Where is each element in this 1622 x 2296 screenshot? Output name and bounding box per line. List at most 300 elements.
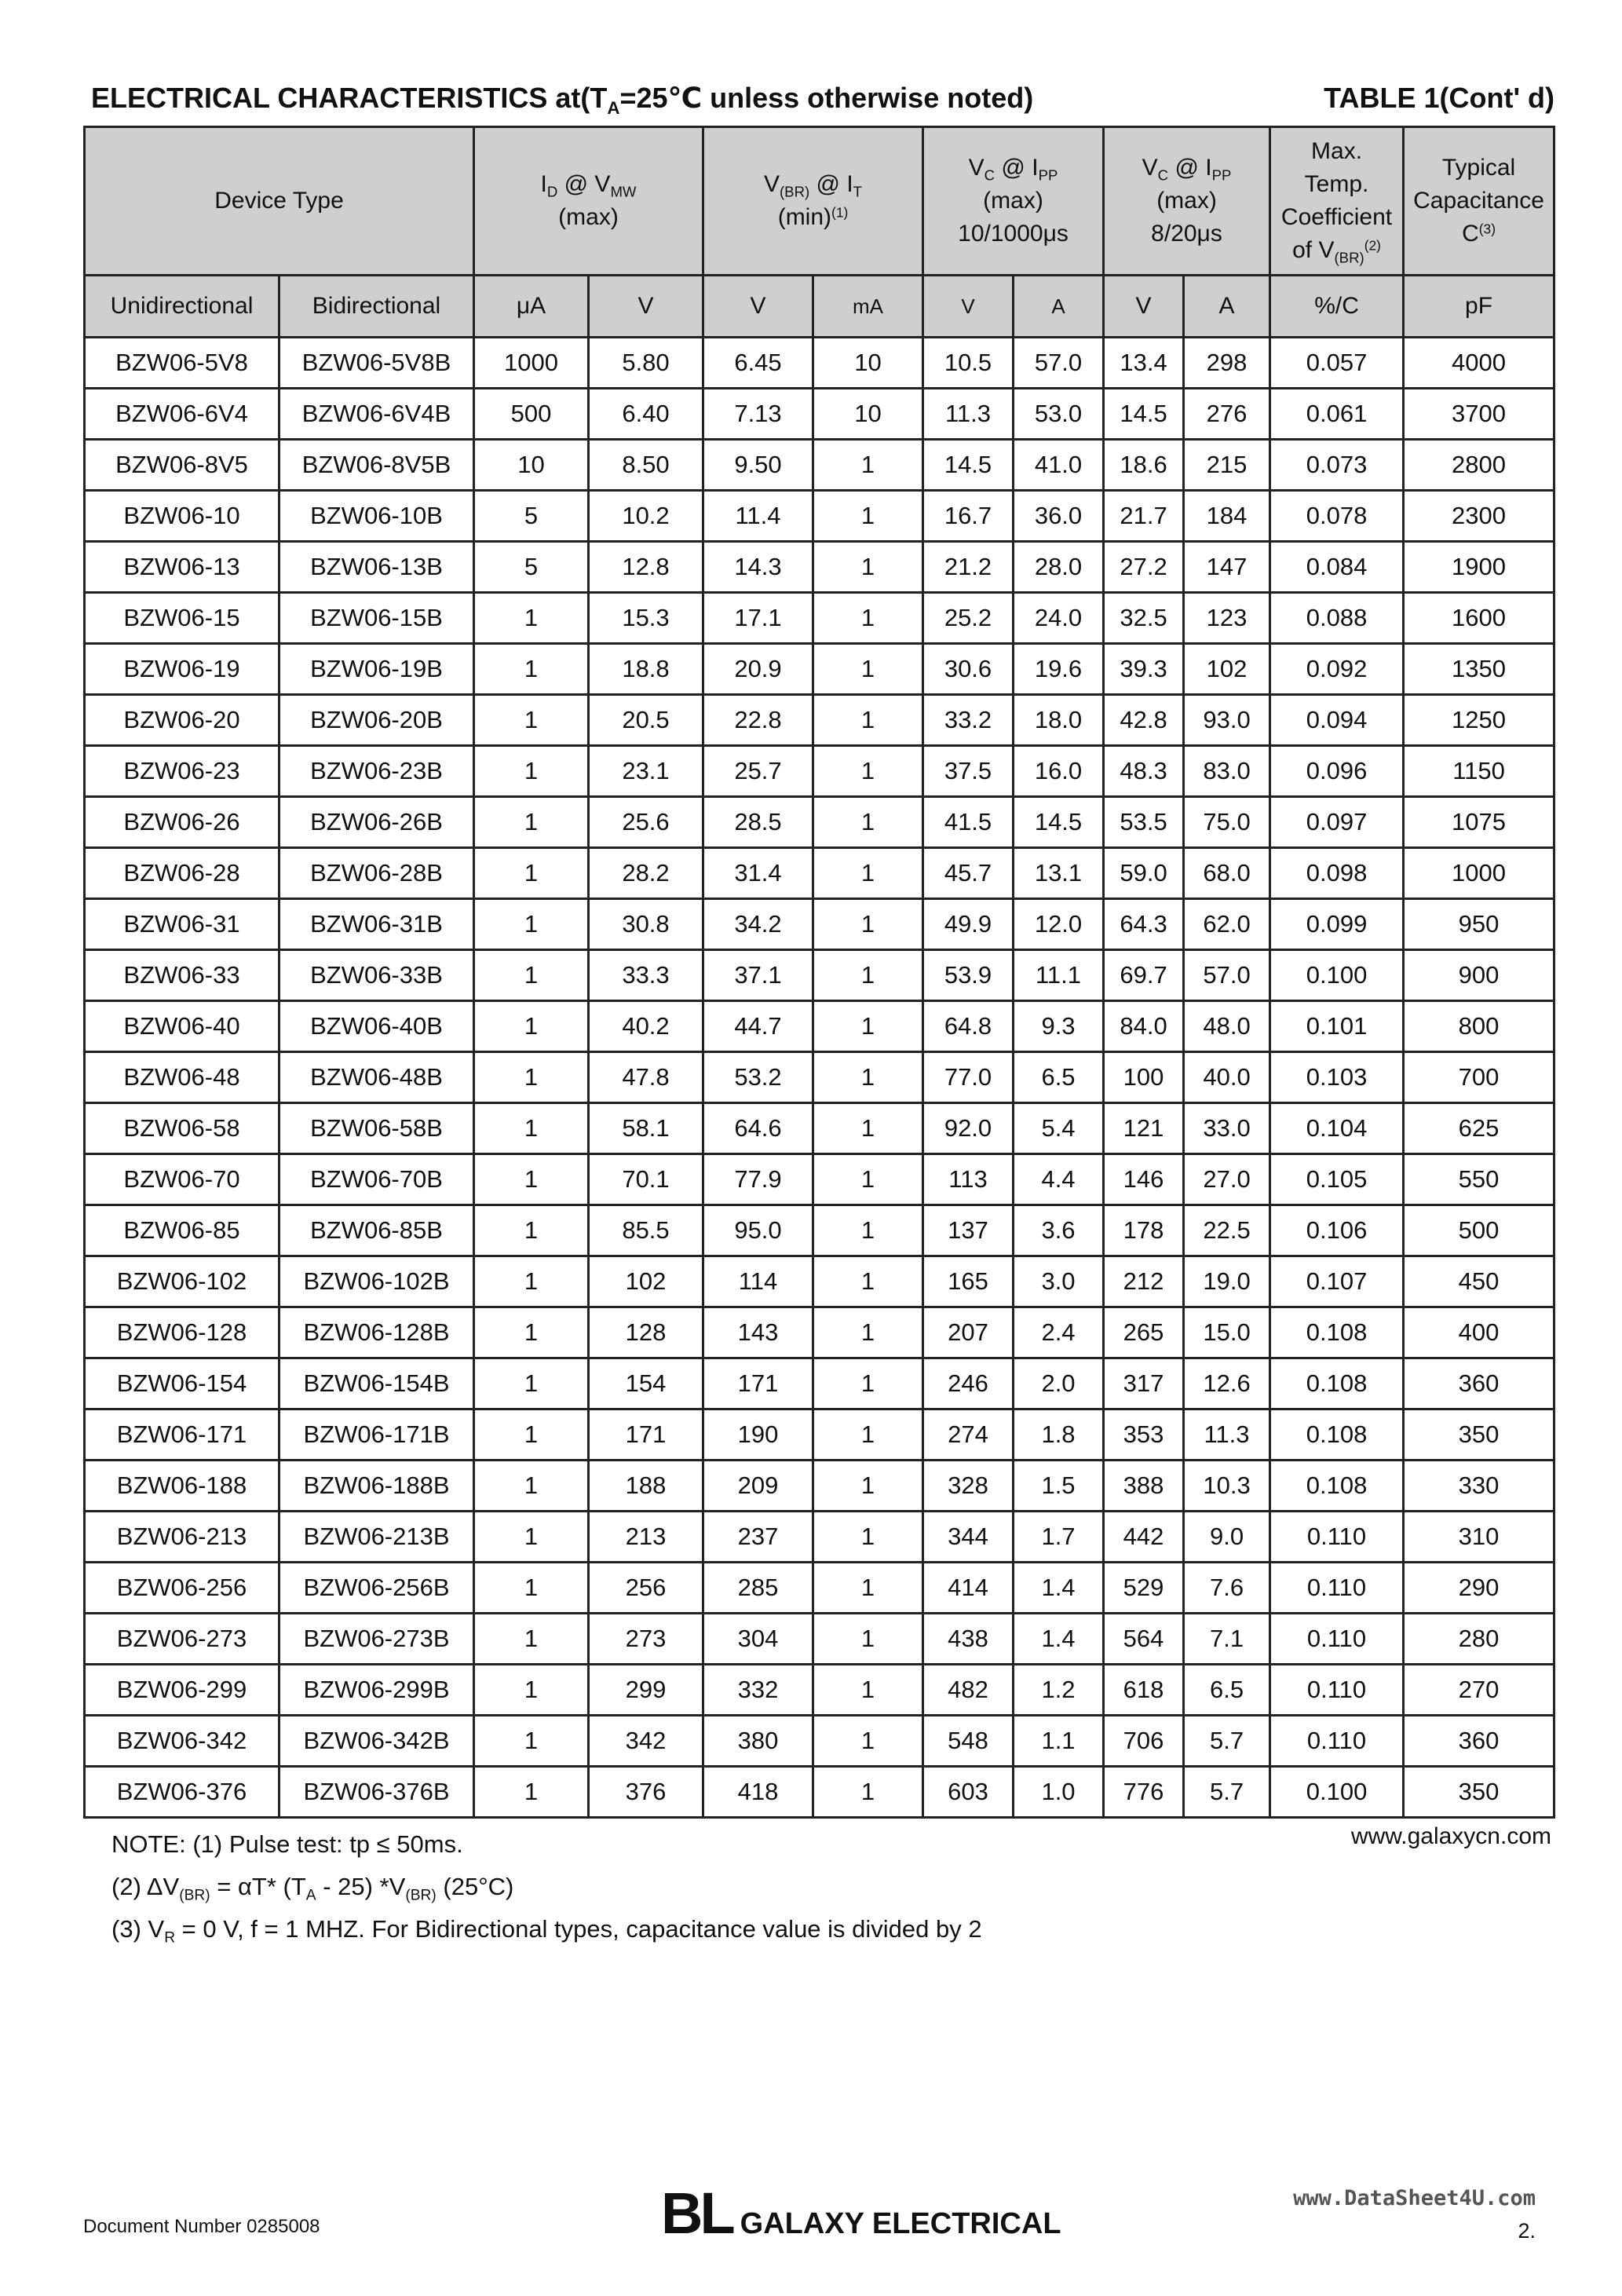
cell-it: 1 (813, 695, 923, 746)
cell-vbr-min: 285 (703, 1563, 813, 1614)
cell-capacitance: 360 (1404, 1716, 1554, 1767)
cell-bi-device: BZW06-33B (279, 950, 474, 1001)
cell-capacitance: 700 (1404, 1052, 1554, 1103)
cell-temp-coeff: 0.078 (1270, 491, 1404, 542)
cell-temp-coeff: 0.094 (1270, 695, 1404, 746)
cell-temp-coeff: 0.100 (1270, 1767, 1404, 1818)
cell-uni-device: BZW06-31 (85, 899, 279, 950)
cell-vmw: 154 (589, 1358, 703, 1409)
cell-temp-coeff: 0.098 (1270, 848, 1404, 899)
cell-capacitance: 1150 (1404, 746, 1554, 797)
logo-bl: BL (661, 2181, 732, 2246)
cell-vc2: 21.7 (1104, 491, 1184, 542)
cell-id-max: 1 (474, 644, 589, 695)
cell-vc2: 14.5 (1104, 389, 1184, 440)
cell-bi-device: BZW06-28B (279, 848, 474, 899)
cell-vmw: 342 (589, 1716, 703, 1767)
cell-uni-device: BZW06-171 (85, 1409, 279, 1461)
cell-vc2: 265 (1104, 1307, 1184, 1358)
table-row (85, 1767, 1554, 1818)
cell-uni-device: BZW06-188 (85, 1461, 279, 1512)
cell-id-max: 1 (474, 1256, 589, 1307)
cell-vmw: 23.1 (589, 746, 703, 797)
cell-ipp1: 1.1 (1014, 1716, 1104, 1767)
cell-vbr-min: 380 (703, 1716, 813, 1767)
cell-vc1: 77.0 (923, 1052, 1014, 1103)
cell-vc1: 64.8 (923, 1001, 1014, 1052)
cell-id-max: 500 (474, 389, 589, 440)
cell-vc1: 45.7 (923, 848, 1014, 899)
cell-ipp2: 298 (1184, 338, 1270, 389)
cell-bi-device: BZW06-23B (279, 746, 474, 797)
cell-id-max: 1 (474, 848, 589, 899)
cell-uni-device: BZW06-342 (85, 1716, 279, 1767)
cell-capacitance: 800 (1404, 1001, 1554, 1052)
cell-ipp1: 3.0 (1014, 1256, 1104, 1307)
cell-id-max: 1000 (474, 338, 589, 389)
cell-vc1: 41.5 (923, 797, 1014, 848)
cell-capacitance: 3700 (1404, 389, 1554, 440)
cell-ipp2: 27.0 (1184, 1154, 1270, 1205)
cell-capacitance: 400 (1404, 1307, 1554, 1358)
cell-uni-device: BZW06-40 (85, 1001, 279, 1052)
cell-ipp1: 1.4 (1014, 1614, 1104, 1665)
page-number: 2. (1518, 2219, 1536, 2243)
cell-temp-coeff: 0.096 (1270, 746, 1404, 797)
cell-ipp1: 28.0 (1014, 542, 1104, 593)
cell-vbr-min: 190 (703, 1409, 813, 1461)
cell-uni-device: BZW06-19 (85, 644, 279, 695)
cell-ipp2: 22.5 (1184, 1205, 1270, 1256)
cell-temp-coeff: 0.073 (1270, 440, 1404, 491)
cell-vc1: 25.2 (923, 593, 1014, 644)
cell-vmw: 20.5 (589, 695, 703, 746)
cell-id-max: 1 (474, 950, 589, 1001)
cell-it: 10 (813, 389, 923, 440)
cell-ipp1: 9.3 (1014, 1001, 1104, 1052)
cell-temp-coeff: 0.108 (1270, 1409, 1404, 1461)
cell-vc1: 92.0 (923, 1103, 1014, 1154)
table-row (85, 1358, 1554, 1409)
cell-id-max: 1 (474, 1409, 589, 1461)
cell-vbr-min: 77.9 (703, 1154, 813, 1205)
cell-ipp2: 68.0 (1184, 848, 1270, 899)
cell-temp-coeff: 0.092 (1270, 644, 1404, 695)
cell-it: 1 (813, 1103, 923, 1154)
cell-temp-coeff: 0.061 (1270, 389, 1404, 440)
cell-id-max: 1 (474, 797, 589, 848)
cell-capacitance: 1900 (1404, 542, 1554, 593)
cell-vbr-min: 114 (703, 1256, 813, 1307)
cell-ipp2: 9.0 (1184, 1512, 1270, 1563)
cell-ipp1: 5.4 (1014, 1103, 1104, 1154)
cell-temp-coeff: 0.103 (1270, 1052, 1404, 1103)
table-row (85, 1409, 1554, 1461)
cell-vbr-min: 31.4 (703, 848, 813, 899)
cell-temp-coeff: 0.110 (1270, 1716, 1404, 1767)
cell-vbr-min: 11.4 (703, 491, 813, 542)
unit-pf: pF (1404, 276, 1554, 338)
cell-vmw: 102 (589, 1256, 703, 1307)
table-row (85, 1205, 1554, 1256)
cell-id-max: 1 (474, 1563, 589, 1614)
cell-vc1: 165 (923, 1256, 1014, 1307)
cell-id-max: 1 (474, 1154, 589, 1205)
cell-it: 1 (813, 1665, 923, 1716)
cell-vmw: 188 (589, 1461, 703, 1512)
cell-bi-device: BZW06-213B (279, 1512, 474, 1563)
cell-uni-device: BZW06-376 (85, 1767, 279, 1818)
cell-uni-device: BZW06-48 (85, 1052, 279, 1103)
cell-vc1: 207 (923, 1307, 1014, 1358)
unit-v: V (703, 276, 813, 338)
cell-capacitance: 1600 (1404, 593, 1554, 644)
cell-vc2: 18.6 (1104, 440, 1184, 491)
cell-ipp1: 14.5 (1014, 797, 1104, 848)
cell-temp-coeff: 0.110 (1270, 1512, 1404, 1563)
cell-temp-coeff: 0.105 (1270, 1154, 1404, 1205)
logo-text: GALAXY ELECTRICAL (740, 2207, 1061, 2240)
cell-vbr-min: 28.5 (703, 797, 813, 848)
cell-vmw: 12.8 (589, 542, 703, 593)
cell-ipp1: 24.0 (1014, 593, 1104, 644)
cell-capacitance: 950 (1404, 899, 1554, 950)
cell-vc1: 49.9 (923, 899, 1014, 950)
cell-uni-device: BZW06-8V5 (85, 440, 279, 491)
cell-capacitance: 1250 (1404, 695, 1554, 746)
cell-bi-device: BZW06-256B (279, 1563, 474, 1614)
cell-vc1: 11.3 (923, 389, 1014, 440)
cell-ipp1: 41.0 (1014, 440, 1104, 491)
cell-capacitance: 450 (1404, 1256, 1554, 1307)
unit-v: V (589, 276, 703, 338)
cell-temp-coeff: 0.104 (1270, 1103, 1404, 1154)
table-row (85, 593, 1554, 644)
cell-ipp2: 40.0 (1184, 1052, 1270, 1103)
cell-vmw: 70.1 (589, 1154, 703, 1205)
cell-temp-coeff: 0.106 (1270, 1205, 1404, 1256)
note-1: NOTE: (1) Pulse test: tp ≤ 50ms. (111, 1830, 463, 1858)
document-number: Document Number 0285008 (83, 2216, 320, 2237)
cell-vc1: 21.2 (923, 542, 1014, 593)
cell-capacitance: 350 (1404, 1767, 1554, 1818)
cell-uni-device: BZW06-23 (85, 746, 279, 797)
cell-id-max: 1 (474, 1767, 589, 1818)
cell-ipp1: 12.0 (1014, 899, 1104, 950)
cell-uni-device: BZW06-33 (85, 950, 279, 1001)
cell-vc1: 246 (923, 1358, 1014, 1409)
cell-capacitance: 550 (1404, 1154, 1554, 1205)
cell-it: 1 (813, 1409, 923, 1461)
cell-vbr-min: 95.0 (703, 1205, 813, 1256)
cell-ipp2: 7.1 (1184, 1614, 1270, 1665)
cell-uni-device: BZW06-6V4 (85, 389, 279, 440)
cell-vc2: 53.5 (1104, 797, 1184, 848)
cell-bi-device: BZW06-6V4B (279, 389, 474, 440)
cell-bi-device: BZW06-8V5B (279, 440, 474, 491)
cell-ipp2: 19.0 (1184, 1256, 1270, 1307)
cell-capacitance: 350 (1404, 1409, 1554, 1461)
cell-vc1: 10.5 (923, 338, 1014, 389)
cell-capacitance: 270 (1404, 1665, 1554, 1716)
cell-ipp1: 1.7 (1014, 1512, 1104, 1563)
cell-vbr-min: 171 (703, 1358, 813, 1409)
table-row (85, 1716, 1554, 1767)
cell-temp-coeff: 0.057 (1270, 338, 1404, 389)
cell-capacitance: 1000 (1404, 848, 1554, 899)
cell-ipp1: 13.1 (1014, 848, 1104, 899)
cell-vc1: 344 (923, 1512, 1014, 1563)
cell-vmw: 15.3 (589, 593, 703, 644)
cell-id-max: 1 (474, 1512, 589, 1563)
cell-uni-device: BZW06-20 (85, 695, 279, 746)
cell-temp-coeff: 0.108 (1270, 1307, 1404, 1358)
table-row (85, 1307, 1554, 1358)
cell-vbr-min: 34.2 (703, 899, 813, 950)
cell-ipp1: 36.0 (1014, 491, 1104, 542)
cell-uni-device: BZW06-299 (85, 1665, 279, 1716)
table-row (85, 848, 1554, 899)
cell-vc1: 16.7 (923, 491, 1014, 542)
cell-ipp2: 11.3 (1184, 1409, 1270, 1461)
cell-vc1: 414 (923, 1563, 1014, 1614)
cell-temp-coeff: 0.107 (1270, 1256, 1404, 1307)
cell-ipp1: 3.6 (1014, 1205, 1104, 1256)
cell-vc1: 33.2 (923, 695, 1014, 746)
cell-ipp1: 19.6 (1014, 644, 1104, 695)
cell-capacitance: 625 (1404, 1103, 1554, 1154)
cell-capacitance: 2300 (1404, 491, 1554, 542)
cell-uni-device: BZW06-102 (85, 1256, 279, 1307)
cell-vc2: 42.8 (1104, 695, 1184, 746)
cell-temp-coeff: 0.110 (1270, 1614, 1404, 1665)
cell-id-max: 5 (474, 542, 589, 593)
table-row (85, 746, 1554, 797)
cell-temp-coeff: 0.108 (1270, 1358, 1404, 1409)
cell-ipp2: 184 (1184, 491, 1270, 542)
cell-vmw: 213 (589, 1512, 703, 1563)
table-row (85, 440, 1554, 491)
unit-bidirectional: Bidirectional (279, 276, 474, 338)
cell-temp-coeff: 0.110 (1270, 1665, 1404, 1716)
cell-ipp2: 83.0 (1184, 746, 1270, 797)
cell-ipp2: 12.6 (1184, 1358, 1270, 1409)
cell-vmw: 256 (589, 1563, 703, 1614)
cell-id-max: 1 (474, 1307, 589, 1358)
cell-vc2: 618 (1104, 1665, 1184, 1716)
unit-percent-per-c: %/C (1270, 276, 1404, 338)
cell-uni-device: BZW06-128 (85, 1307, 279, 1358)
cell-vbr-min: 332 (703, 1665, 813, 1716)
cell-bi-device: BZW06-5V8B (279, 338, 474, 389)
cell-vmw: 40.2 (589, 1001, 703, 1052)
unit-v: V (1104, 276, 1184, 338)
cell-vbr-min: 64.6 (703, 1103, 813, 1154)
cell-bi-device: BZW06-154B (279, 1358, 474, 1409)
cell-it: 1 (813, 1614, 923, 1665)
cell-ipp2: 33.0 (1184, 1103, 1270, 1154)
cell-bi-device: BZW06-20B (279, 695, 474, 746)
cell-vbr-min: 14.3 (703, 542, 813, 593)
cell-id-max: 1 (474, 746, 589, 797)
header-clamping-voltage-10-1000: $V_C$ @ $I_{PP}$ (max) 10/1000μs (923, 127, 1104, 276)
cell-it: 1 (813, 1154, 923, 1205)
cell-it: 1 (813, 797, 923, 848)
cell-it: 1 (813, 1256, 923, 1307)
cell-ipp2: 5.7 (1184, 1767, 1270, 1818)
cell-ipp2: 48.0 (1184, 1001, 1270, 1052)
cell-vc1: 482 (923, 1665, 1014, 1716)
cell-vmw: 273 (589, 1614, 703, 1665)
cell-it: 1 (813, 848, 923, 899)
cell-ipp1: 57.0 (1014, 338, 1104, 389)
cell-ipp1: 1.8 (1014, 1409, 1104, 1461)
cell-id-max: 1 (474, 899, 589, 950)
cell-id-max: 1 (474, 1001, 589, 1052)
header-breakdown-voltage: $V_{(BR)}$ @ $I_T$ $(\min)^{(1)}$ (703, 127, 923, 276)
cell-vc1: 30.6 (923, 644, 1014, 695)
cell-vbr-min: 209 (703, 1461, 813, 1512)
cell-bi-device: BZW06-171B (279, 1409, 474, 1461)
cell-uni-device: BZW06-213 (85, 1512, 279, 1563)
cell-bi-device: BZW06-70B (279, 1154, 474, 1205)
cell-it: 1 (813, 950, 923, 1001)
cell-vc2: 59.0 (1104, 848, 1184, 899)
note-2: (2) $\Delta V_{(BR)} = \alpha T*$ $(T_A - 25)$ $*V_{(BR)}$ (25°C) (111, 1873, 514, 1904)
cell-vmw: 128 (589, 1307, 703, 1358)
cell-it: 1 (813, 1767, 923, 1818)
cell-id-max: 1 (474, 1716, 589, 1767)
cell-uni-device: BZW06-15 (85, 593, 279, 644)
cell-capacitance: 900 (1404, 950, 1554, 1001)
watermark-url: www.DataSheet4U.com (1293, 2186, 1536, 2210)
cell-temp-coeff: 0.088 (1270, 593, 1404, 644)
table-row (85, 1256, 1554, 1307)
characteristics-table (83, 126, 1555, 1819)
cell-it: 1 (813, 1307, 923, 1358)
cell-vc1: 274 (923, 1409, 1014, 1461)
cell-bi-device: BZW06-31B (279, 899, 474, 950)
table-number-label: TABLE 1(Cont' d) (1324, 82, 1554, 114)
cell-uni-device: BZW06-70 (85, 1154, 279, 1205)
cell-capacitance: 330 (1404, 1461, 1554, 1512)
cell-ipp2: 147 (1184, 542, 1270, 593)
electrical-characteristics-title: ELECTRICAL CHARACTERISTICS $at(T_A=25℃$ unless otherwise noted) (91, 82, 1034, 118)
cell-vc2: 39.3 (1104, 644, 1184, 695)
cell-bi-device: BZW06-188B (279, 1461, 474, 1512)
cell-temp-coeff: 0.110 (1270, 1563, 1404, 1614)
cell-vc2: 388 (1104, 1461, 1184, 1512)
cell-vmw: 30.8 (589, 899, 703, 950)
cell-vc2: 48.3 (1104, 746, 1184, 797)
cell-vmw: 376 (589, 1767, 703, 1818)
cell-it: 1 (813, 644, 923, 695)
cell-vc2: 100 (1104, 1052, 1184, 1103)
cell-vmw: 28.2 (589, 848, 703, 899)
cell-vbr-min: 6.45 (703, 338, 813, 389)
cell-bi-device: BZW06-10B (279, 491, 474, 542)
cell-vc1: 548 (923, 1716, 1014, 1767)
cell-ipp2: 5.7 (1184, 1716, 1270, 1767)
cell-bi-device: BZW06-85B (279, 1205, 474, 1256)
cell-it: 1 (813, 899, 923, 950)
header-typical-capacitance: Typical Capacitance $C^{(3)}$ (1404, 127, 1554, 276)
cell-ipp2: 93.0 (1184, 695, 1270, 746)
cell-vmw: 18.8 (589, 644, 703, 695)
galaxy-logo (661, 2180, 1061, 2247)
cell-temp-coeff: 0.099 (1270, 899, 1404, 950)
cell-ipp2: 123 (1184, 593, 1270, 644)
cell-uni-device: BZW06-13 (85, 542, 279, 593)
cell-vc2: 317 (1104, 1358, 1184, 1409)
cell-vc2: 178 (1104, 1205, 1184, 1256)
header-temp-coefficient: Max. Temp. Coefficient of $V_{(BR)}^{(2)}$ (1270, 127, 1404, 276)
cell-it: 1 (813, 1205, 923, 1256)
cell-ipp1: 16.0 (1014, 746, 1104, 797)
cell-id-max: 1 (474, 1205, 589, 1256)
cell-ipp1: 2.4 (1014, 1307, 1104, 1358)
cell-ipp1: 53.0 (1014, 389, 1104, 440)
cell-vc2: 564 (1104, 1614, 1184, 1665)
characteristics-table-wrap (83, 126, 1553, 1819)
cell-ipp1: 6.5 (1014, 1052, 1104, 1103)
table-row (85, 1052, 1554, 1103)
cell-id-max: 1 (474, 695, 589, 746)
website-link[interactable]: www.galaxycn.com (1350, 1823, 1551, 1849)
cell-vbr-min: 44.7 (703, 1001, 813, 1052)
cell-ipp2: 276 (1184, 389, 1270, 440)
cell-bi-device: BZW06-19B (279, 644, 474, 695)
cell-bi-device: BZW06-342B (279, 1716, 474, 1767)
cell-vc2: 13.4 (1104, 338, 1184, 389)
cell-it: 1 (813, 491, 923, 542)
cell-vmw: 6.40 (589, 389, 703, 440)
cell-ipp1: 4.4 (1014, 1154, 1104, 1205)
cell-vmw: 85.5 (589, 1205, 703, 1256)
cell-capacitance: 310 (1404, 1512, 1554, 1563)
cell-it: 1 (813, 542, 923, 593)
cell-vc1: 37.5 (923, 746, 1014, 797)
cell-vc2: 529 (1104, 1563, 1184, 1614)
table-title-bar (91, 82, 1554, 121)
cell-temp-coeff: 0.101 (1270, 1001, 1404, 1052)
cell-ipp2: 15.0 (1184, 1307, 1270, 1358)
cell-id-max: 1 (474, 1358, 589, 1409)
cell-vmw: 25.6 (589, 797, 703, 848)
cell-it: 1 (813, 593, 923, 644)
cell-vc2: 64.3 (1104, 899, 1184, 950)
cell-vmw: 171 (589, 1409, 703, 1461)
cell-capacitance: 1075 (1404, 797, 1554, 848)
cell-uni-device: BZW06-26 (85, 797, 279, 848)
table-row (85, 542, 1554, 593)
cell-ipp2: 57.0 (1184, 950, 1270, 1001)
cell-bi-device: BZW06-58B (279, 1103, 474, 1154)
header-leakage-current: $I_D$ @ $V_{MW}$ (max) (474, 127, 703, 276)
cell-ipp2: 6.5 (1184, 1665, 1270, 1716)
cell-vbr-min: 143 (703, 1307, 813, 1358)
cell-vbr-min: 237 (703, 1512, 813, 1563)
cell-capacitance: 4000 (1404, 338, 1554, 389)
cell-ipp1: 1.4 (1014, 1563, 1104, 1614)
cell-vmw: 33.3 (589, 950, 703, 1001)
cell-uni-device: BZW06-85 (85, 1205, 279, 1256)
cell-ipp1: 18.0 (1014, 695, 1104, 746)
cell-uni-device: BZW06-10 (85, 491, 279, 542)
cell-it: 1 (813, 440, 923, 491)
cell-id-max: 1 (474, 1461, 589, 1512)
cell-ipp1: 2.0 (1014, 1358, 1104, 1409)
